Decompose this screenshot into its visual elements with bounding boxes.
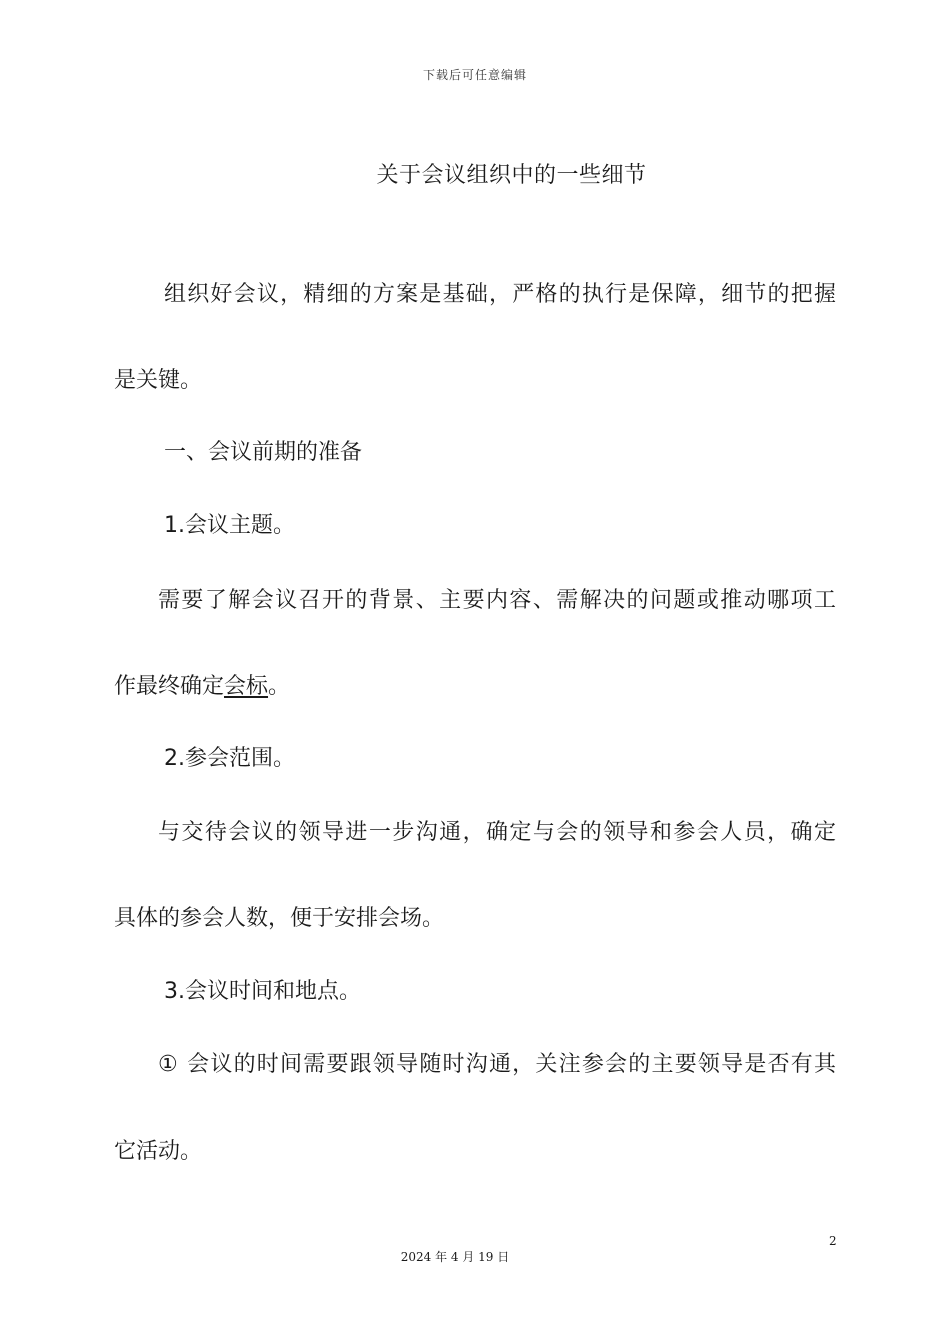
item-3-point-1-line-1: ① 会议的时间需要跟领导随时沟通，关注参会的主要领导是否有其: [158, 1052, 836, 1077]
intro-paragraph-line-1: 组织好会议，精细的方案是基础，严格的执行是保障，细节的把握: [164, 282, 836, 307]
intro-paragraph-line-2: 是关键。: [114, 368, 203, 393]
item-2-heading: 2.参会范围。: [164, 746, 295, 771]
header-note: 下载后可任意编辑: [422, 68, 527, 82]
item-1-line-1: 需要了解会议召开的背景、主要内容、需解决的问题或推动哪项工: [158, 588, 836, 613]
item-2-line-2: 具体的参会人数，便于安排会场。: [114, 906, 445, 931]
item-2-line-1: 与交待会议的领导进一步沟通，确定与会的领导和参会人员，确定: [158, 820, 836, 845]
item-1-line-2-suffix: 。: [268, 674, 291, 699]
footer-date: 2024 年 4 月 19 日: [400, 1250, 510, 1264]
item-1-heading: 1.会议主题。: [164, 513, 295, 538]
document-title: 关于会议组织中的一些细节: [376, 163, 647, 188]
item-1-line-2: [114, 672, 290, 702]
item-3-heading: 3.会议时间和地点。: [164, 979, 361, 1004]
conference-banner-term: 会标: [224, 674, 269, 699]
item-3-point-1-line-2: 它活动。: [114, 1139, 203, 1164]
item-1-line-2-prefix: 作最终确定: [114, 674, 225, 699]
section-heading: 一、会议前期的准备: [164, 440, 363, 465]
page-number: 2: [829, 1234, 837, 1248]
